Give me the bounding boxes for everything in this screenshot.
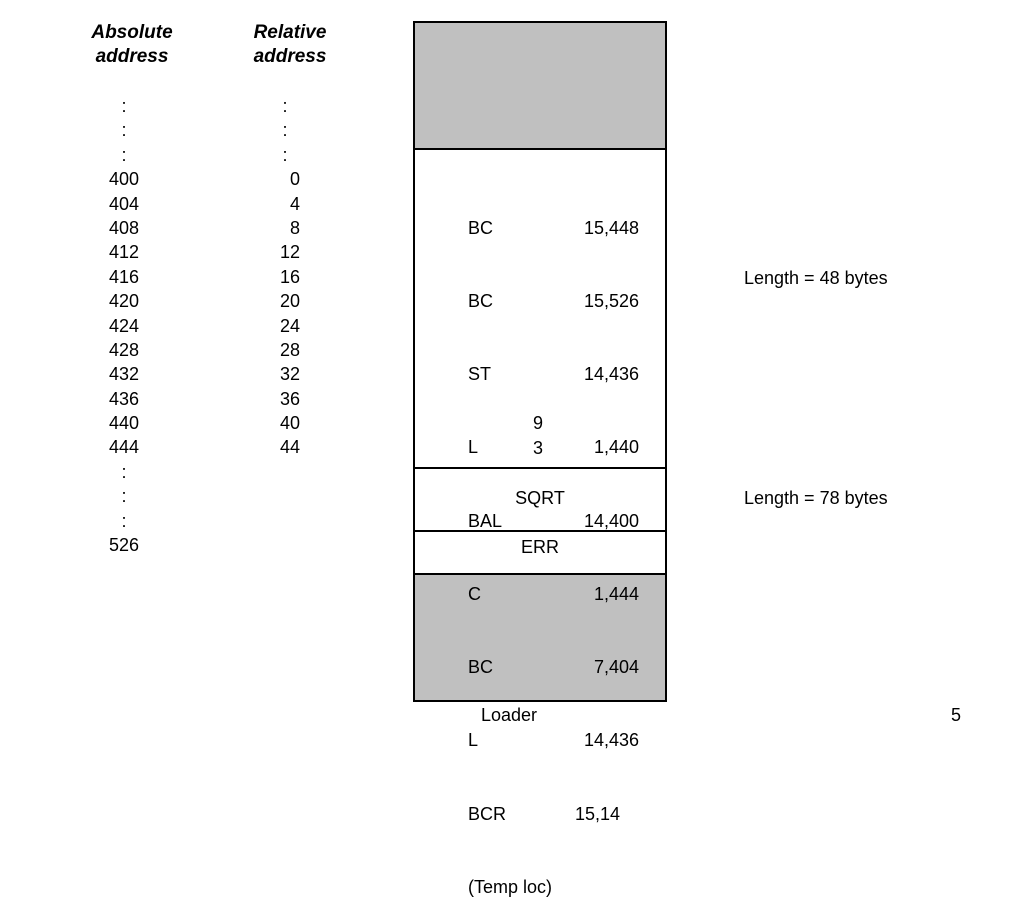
relative-address: 4: [289, 193, 300, 214]
absolute-address: :: [121, 510, 127, 531]
relative-address: :: [282, 120, 288, 141]
relative-address: 40: [279, 413, 300, 434]
instruction-operand: 15,14: [575, 803, 621, 824]
slide-caption: Loader: [481, 705, 538, 725]
absolute-header-line1: Absolute: [91, 22, 173, 43]
relative-address-column: [270, 94, 300, 460]
relative-address: :: [282, 144, 288, 165]
relative-address: 0: [289, 169, 300, 190]
memory-block-unused-top: [413, 21, 667, 150]
absolute-address-header: [80, 21, 184, 69]
code-length-label: Length = 48 bytes: [744, 268, 888, 288]
relative-address: 12: [279, 242, 300, 263]
instruction-opcode: C: [468, 583, 481, 604]
relative-header-line1: Relative: [253, 22, 327, 43]
absolute-header-line2: address: [95, 46, 169, 67]
absolute-address: 408: [108, 217, 140, 238]
absolute-address: :: [121, 120, 127, 141]
instruction-operand: 14,436: [583, 730, 639, 751]
instruction-opcode: L: [468, 437, 479, 458]
instruction-operand: 15,448: [583, 217, 639, 238]
relative-address-header: [240, 21, 340, 69]
absolute-address: :: [121, 486, 127, 507]
absolute-address: 424: [108, 315, 140, 336]
instruction-operand-column: [560, 167, 639, 899]
instruction-opcode: ST: [468, 364, 492, 385]
relative-address: 20: [279, 291, 300, 312]
instruction-opcode: L: [468, 730, 479, 751]
relative-address: :: [282, 96, 288, 116]
absolute-address-column: [100, 94, 148, 557]
relative-address: 44: [279, 437, 300, 458]
instruction-operand: 14,400: [583, 510, 639, 531]
absolute-address: :: [121, 144, 127, 165]
absolute-address: 420: [108, 291, 140, 312]
relative-address: 16: [279, 266, 300, 287]
absolute-address: 444: [108, 437, 140, 458]
relative-address: 28: [279, 339, 300, 360]
absolute-address: 404: [108, 193, 140, 214]
err-block-label: ERR: [520, 537, 559, 557]
absolute-address: :: [121, 461, 127, 482]
instruction-opcode: BC: [468, 217, 494, 238]
instruction-opcode: BAL: [468, 510, 503, 531]
relative-address: 24: [279, 315, 300, 336]
sqrt-block-label: SQRT: [515, 488, 565, 508]
page-number: 5: [951, 705, 962, 725]
absolute-address: 400: [108, 169, 140, 190]
instruction-opcode: (Temp loc): [468, 876, 553, 897]
absolute-address: 436: [108, 388, 140, 409]
instruction-operand: 14,436: [583, 364, 639, 385]
instruction-opcode: BCR: [468, 803, 507, 824]
absolute-address: :: [121, 96, 127, 116]
relative-header-line2: address: [253, 46, 327, 67]
relative-address: 36: [279, 388, 300, 409]
absolute-address: 416: [108, 266, 140, 287]
absolute-address: 412: [108, 242, 140, 263]
instruction-opcode: BC: [468, 291, 494, 312]
relative-address: 32: [279, 364, 300, 385]
absolute-address: 428: [108, 339, 140, 360]
absolute-address: 526: [108, 535, 140, 556]
instruction-operand: 15,526: [583, 291, 639, 312]
instruction-operand: 1,444: [593, 583, 639, 604]
instruction-opcode: BC: [468, 657, 494, 678]
absolute-address: 440: [108, 413, 140, 434]
absolute-address: 432: [108, 364, 140, 385]
relative-address: 8: [289, 217, 300, 238]
instruction-operand: 1,440: [593, 437, 639, 458]
constant-value: 9: [532, 413, 543, 433]
sqrt-length-label: Length = 78 bytes: [744, 488, 888, 508]
constant-value: 3: [532, 438, 543, 458]
instruction-operand: 7,404: [593, 657, 639, 678]
